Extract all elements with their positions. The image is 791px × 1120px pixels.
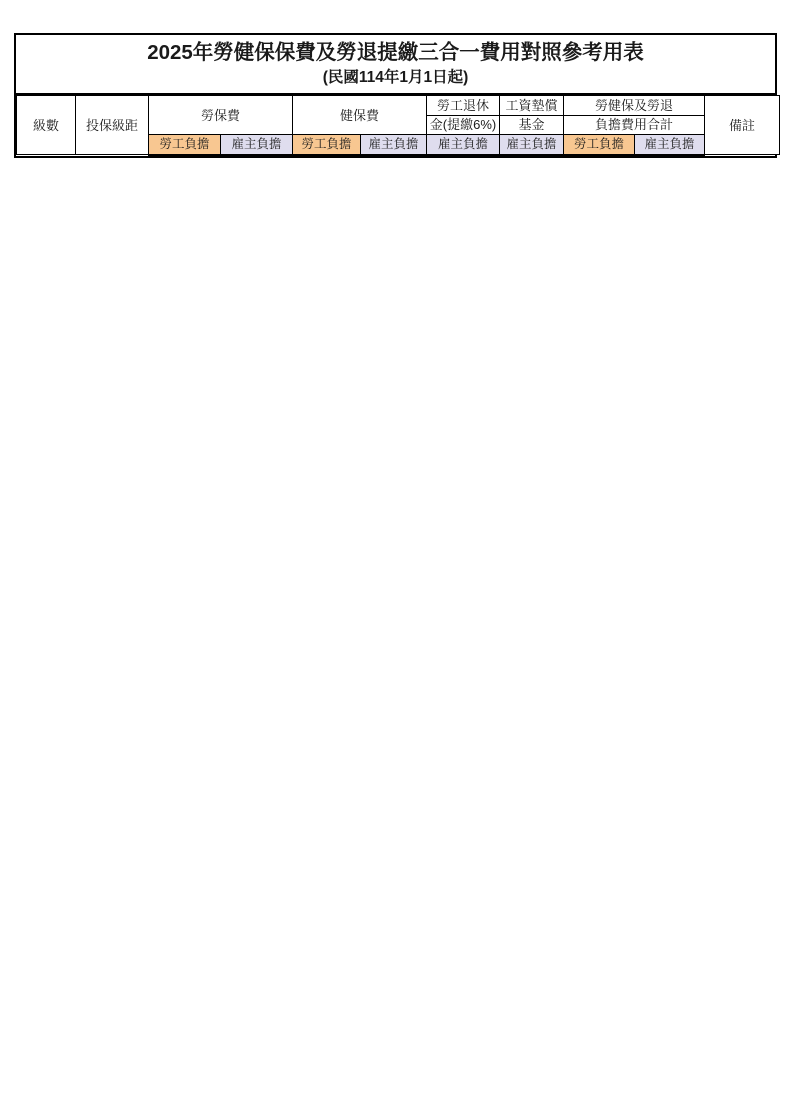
col-header-wage-fund-line2: 基金 bbox=[500, 115, 564, 135]
table-header bbox=[17, 96, 780, 155]
col-header-total-line2: 負擔費用合計 bbox=[564, 115, 705, 135]
col-header-remarks: 備註 bbox=[705, 96, 780, 155]
col-header-labor-insurance: 勞保費 bbox=[149, 96, 293, 135]
subheader-total-employer-share: 雇主負擔 bbox=[635, 135, 705, 155]
col-header-total-line1: 勞健保及勞退 bbox=[564, 96, 705, 116]
page-title: 2025年勞健保保費及勞退提繳三合一費用對照參考用表 bbox=[147, 41, 644, 64]
subheader-total-employee-share: 勞工負擔 bbox=[564, 135, 635, 155]
title-block bbox=[16, 35, 775, 95]
col-header-health-insurance: 健保費 bbox=[293, 96, 427, 135]
subheader-health-employer-share: 雇主負擔 bbox=[361, 135, 427, 155]
subheader-labor-employee-share: 勞工負擔 bbox=[149, 135, 221, 155]
col-header-salary-bracket: 投保級距 bbox=[76, 96, 149, 155]
fee-reference-sheet bbox=[14, 33, 777, 158]
fee-table bbox=[16, 95, 780, 156]
col-header-wage-fund-line1: 工資墊償 bbox=[500, 96, 564, 116]
subheader-wage-fund-employer-share: 雇主負擔 bbox=[500, 135, 564, 155]
subheader-health-employee-share: 勞工負擔 bbox=[293, 135, 361, 155]
col-header-level: 級數 bbox=[17, 96, 76, 155]
subheader-labor-employer-share: 雇主負擔 bbox=[221, 135, 293, 155]
page-subtitle: (民國114年1月1日起) bbox=[322, 69, 469, 86]
col-header-pension-line2: 金(提繳6%) bbox=[427, 115, 500, 135]
col-header-pension-line1: 勞工退休 bbox=[427, 96, 500, 116]
subheader-pension-employer-share: 雇主負擔 bbox=[427, 135, 500, 155]
